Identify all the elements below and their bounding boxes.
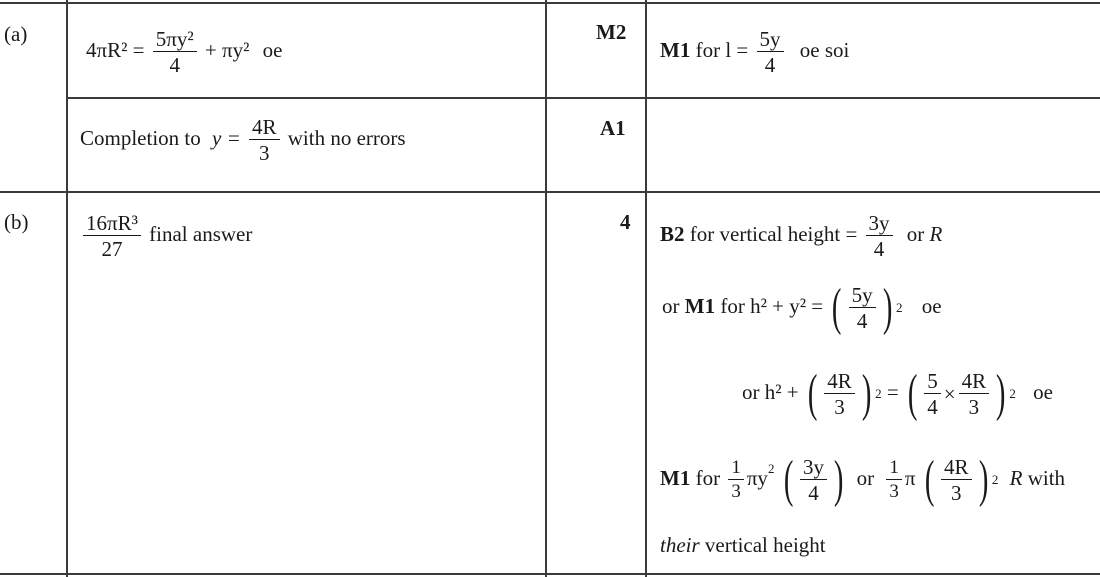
- oe-note: oe: [262, 37, 283, 62]
- guidance-b-line1: B2 for vertical height = $\frac{3y}{4}$ or R: [660, 211, 943, 262]
- fraction: $\frac{\text{5πy²}}{4}$: [153, 28, 197, 76]
- equation-rhs: + πy²: [204, 37, 250, 62]
- guidance-b-line3: or h² + ( $\frac{4R}{3}$ ) 2 = ( $\frac{5}{4}$ × $\frac{4R}{3}$ ) 2 oe: [742, 365, 1053, 422]
- guidance-b-line4: M1 for $\frac{1}{3}$ $\pi y^2$ ( $\frac{3y}{4}$ ) or $\frac{1}{3}$ π ( $\frac{4R}{3}$ ) 2 R with: [660, 451, 1066, 508]
- column-divider-3: [645, 0, 647, 577]
- guidance-b-line2: or M1 for h² + y² = ( $\frac{5y}{4}$ ) 2 oe: [662, 279, 942, 336]
- mark-4: 4: [620, 210, 631, 234]
- column-divider-1: [66, 0, 68, 577]
- answer-a-step2: Completion to y = $\frac{4R}{3}$ with no errors: [80, 115, 406, 166]
- column-divider-2: [545, 0, 547, 577]
- equation-lhs: 4πR² =: [86, 37, 145, 62]
- table-bottom-border: [0, 573, 1100, 575]
- mark-a1: A1: [600, 116, 626, 140]
- part-label-b: (b): [4, 210, 29, 234]
- answer-b: $\frac{\text{16πR³}}{27}$ final answer: [80, 212, 252, 260]
- guidance-a-step1: M1 for l = $\frac{5y}{4}$ oe soi: [660, 27, 850, 78]
- answer-a-step1: [86, 28, 282, 76]
- row-divider-a: [66, 97, 1100, 99]
- row-divider-ab: [0, 191, 1100, 193]
- table-top-border: [0, 2, 1100, 4]
- mark-m2: M2: [596, 20, 627, 44]
- guidance-b-line5: their vertical height: [660, 533, 826, 557]
- part-label-a: (a): [4, 22, 28, 46]
